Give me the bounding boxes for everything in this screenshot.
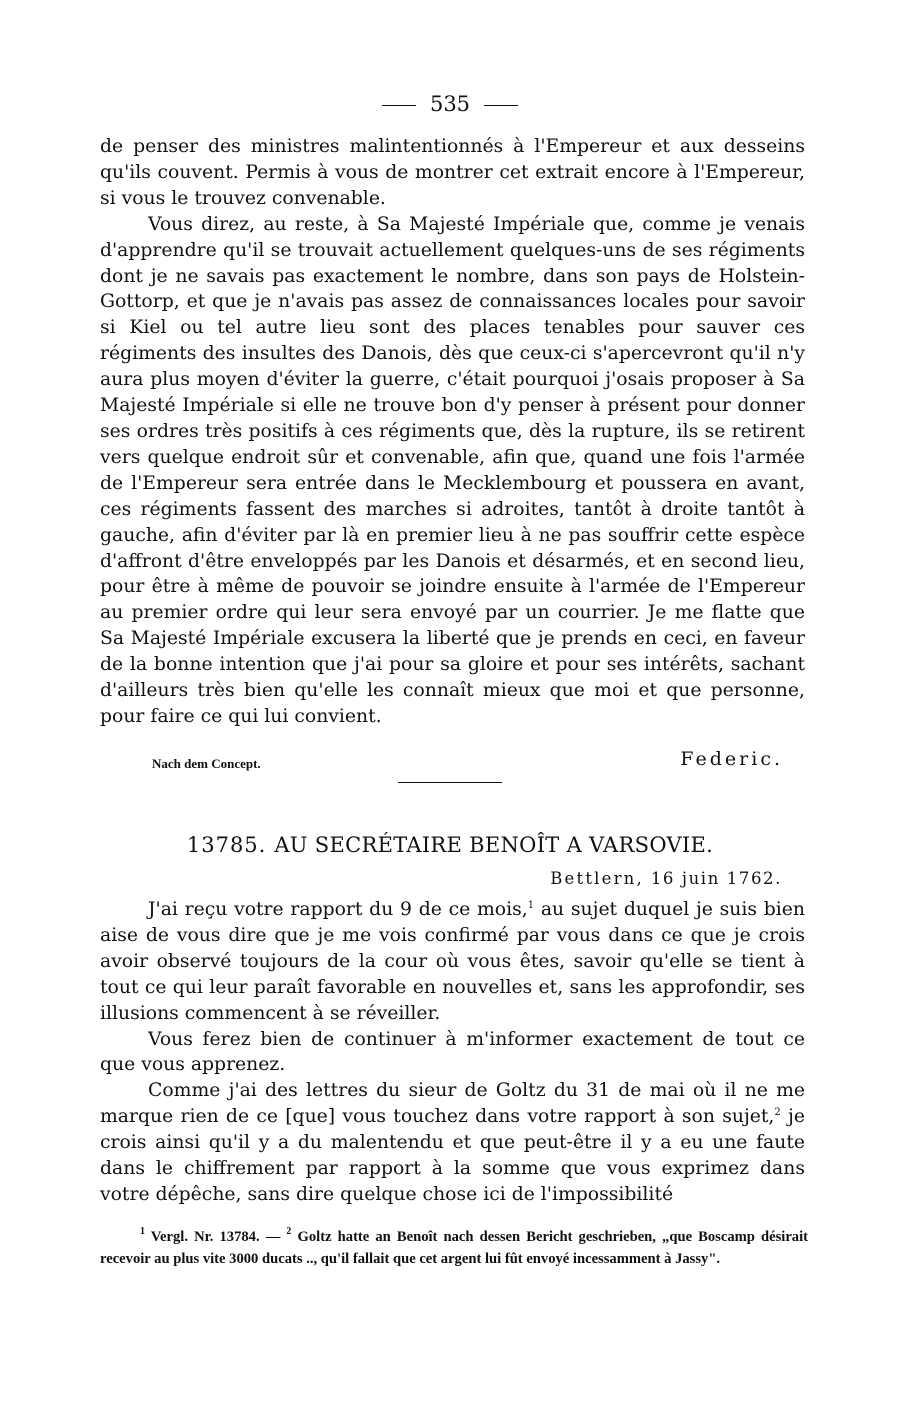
letter-number: 13785. <box>186 833 267 857</box>
signature: Federic. <box>680 748 783 770</box>
dateline <box>550 869 782 888</box>
footnote-ref-1: 1 <box>527 900 535 911</box>
footnote-2-text: Goltz hatte an Benoît nach dessen Bericht geschrieben, „que Boscamp désirait recevoir au plus vite 3000 ducats .., qu'il fallait que cet argent lui fût envoyé incessamment à Jassy". <box>100 1229 809 1267</box>
footnotes <box>100 1226 808 1270</box>
letter-2-paragraph-2: Vous ferez bien de continuer à m'informer exactement de tout ce que vous apprenez. <box>100 1028 805 1076</box>
footnote-ref-2: 2 <box>774 1107 781 1119</box>
letter-2-p1-start: J'ai reçu votre rapport du 9 de ce mois, <box>148 899 528 920</box>
header-dash-right <box>484 105 518 106</box>
footnote-1-mark: 1 <box>140 1226 145 1237</box>
page-number: 535 <box>429 92 471 116</box>
footnote-line <box>100 1226 808 1270</box>
letter-2-p3-start: Comme j'ai des lettres du sieur de Goltz du 31 de mai où il ne me marque rien de ce [que] vous touchez dans votre rapport à son sujet, <box>100 1080 805 1128</box>
letter-title: AU SECRÉTAIRE BENOÎT A VARSOVIE. <box>274 833 714 857</box>
letter-2-paragraph-3 <box>100 1078 805 1208</box>
footnote-1-text: Vergl. Nr. 13784. — <box>145 1229 287 1245</box>
header-dash-left <box>382 105 416 106</box>
letter-2-p3-end: je crois ainsi qu'il y a du malentendu et que peut-être il y a eu une faute dans le chiffrement par rapport à la somme que vous exprimez dans votre dépêche, sans dire quelque chose ici de l'impossibilité <box>100 1106 805 1205</box>
letter-1-paragraph-1: de penser des ministres malintentionnés à l'Empereur et aux desseins qu'ils couvent. Permis à vous de montrer cet extrait encore à l'Empereur, si vous le trouvez convenable. <box>100 136 805 209</box>
dateline-place: Bettlern, <box>550 869 644 888</box>
letter-2-body <box>100 897 805 1208</box>
page-header <box>0 92 900 116</box>
letter-2-p1-end: au sujet duquel je suis bien aise de vous dire que je me vois confirmé par vous dans ce que je crois avoir observé toujours de la cour où vous êtes, savoir qu'elle se tient à tout ce qui leur paraît favorable en nouvelles et, sans les approfondir, ses illusions commencent à se réveiller. <box>100 899 805 1024</box>
letter-1-paragraph-2: Vous direz, au reste, à Sa Majesté Impériale que, comme je venais d'apprendre qu'il se trouvait actuellement quelques-uns de ses régiments dont je ne savais pas exactement le nombre, dans son pays de Holstein-Gottorp, et que je n'avais pas assez de connaissances locales pour savoir si Kiel ou tel autre lieu sont des places tenables pour sauver ces régiments des insultes des Danois, dès que ceux-ci s'apercevront qu'il n'y aura plus moyen d'éviter la guerre, c'était pourquoi j'osais proposer à Sa Majesté Impériale si elle ne trouve bon d'y penser à présent pour donner ses ordres très positifs à ces régiments que, dès la rupture, ils se retirent vers quelque endroit sûr et convenable, afin que, quand une fois l'armée de l'Empereur sera entrée dans le Mecklembourg et poussera en avant, ces régiments fassent des marches si adroites, tantôt à droite tantôt à gauche, afin d'éviter par là en premier lieu à ne pas souffrir cette espèce d'affront d'être enveloppés par les Danois et désarmés, et en second lieu, pour être à même de pouvoir se joindre ensuite à l'armée de l'Empereur au premier ordre qui leur sera envoyé par un courrier. Je me flatte que Sa Majesté Impériale excusera la liberté que je prends en ceci, en faveur de la bonne intention que j'ai pour sa gloire et pour ses intérêts, sachant d'ailleurs très bien qu'elle les connaît mieux que moi et que personne, pour faire ce qui lui convient. <box>100 213 805 727</box>
letter-2-paragraph-1 <box>100 897 805 1027</box>
section-divider <box>398 782 502 783</box>
letter-2-heading <box>0 833 900 857</box>
closing-row <box>100 748 805 774</box>
dateline-date: 16 juin 1762. <box>650 869 782 888</box>
letter-1-body <box>100 134 805 730</box>
source-note: Nach dem Concept. <box>152 756 261 771</box>
footnote-2-mark: 2 <box>286 1226 292 1237</box>
